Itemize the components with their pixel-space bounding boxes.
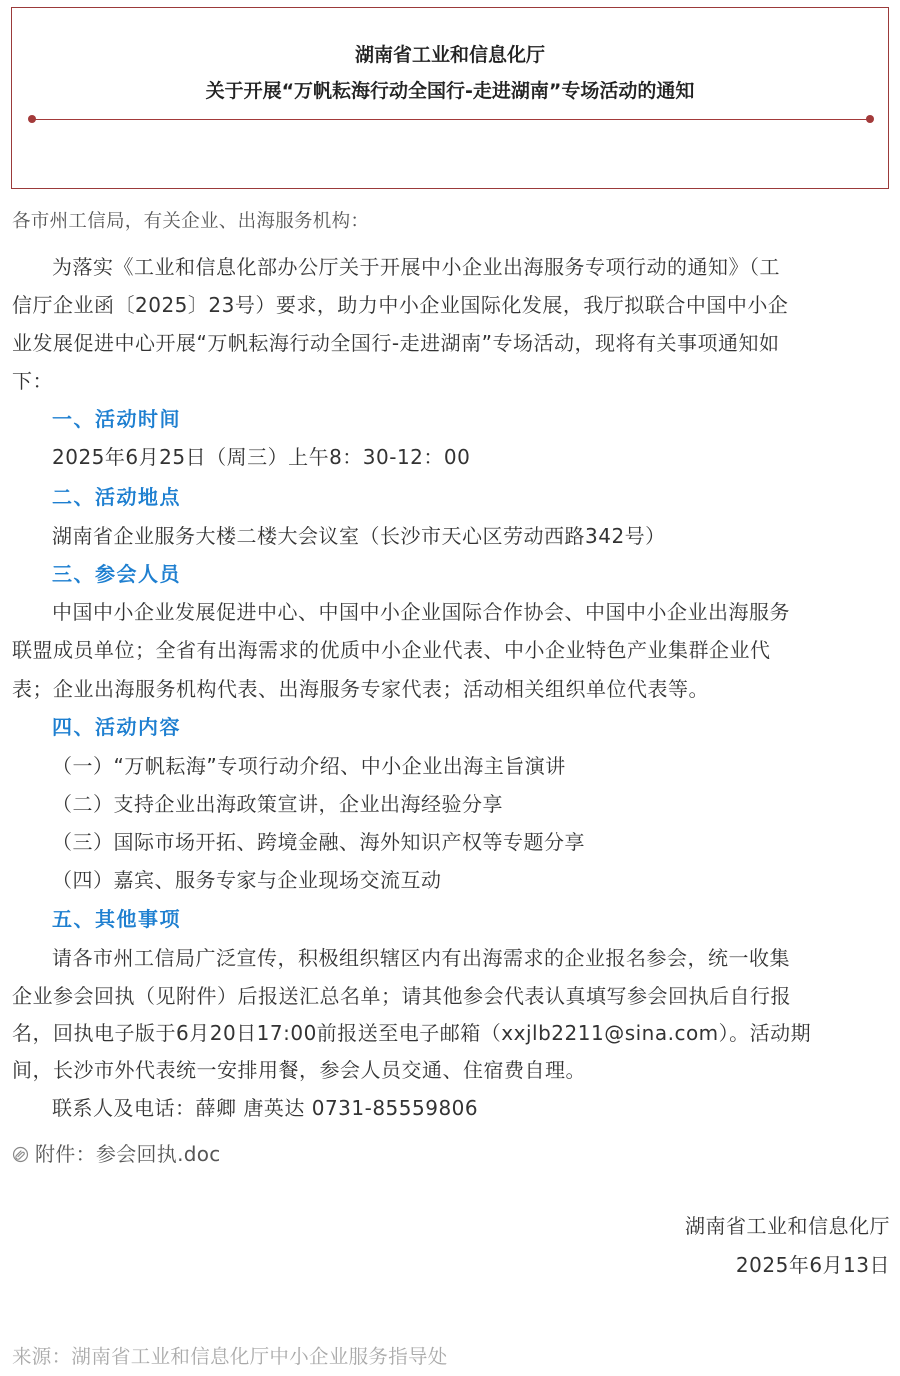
participants-line: 中国中小企业发展促进中心、中国中小企业国际合作协会、中国中小企业出海服务 — [52, 600, 790, 624]
contact-info: 联系人及电话：薛卿 唐英达 0731-85559806 — [52, 1096, 479, 1120]
title-divider — [32, 119, 870, 120]
section-heading-content: 四、活动内容 — [52, 715, 181, 739]
section-heading-time: 一、活动时间 — [52, 407, 181, 431]
section-heading-participants: 三、参会人员 — [52, 562, 181, 586]
issuer-title: 湖南省工业和信息化厅 — [354, 44, 545, 66]
other-line: 企业参会回执（见附件）后报送汇总名单；请其他参会代表认真填写参会回执后自行报 — [12, 984, 791, 1008]
attachment-link[interactable] — [12, 1135, 892, 1173]
content-item: （二）支持企业出海政策宣讲，企业出海经验分享 — [52, 792, 503, 816]
intro-line: 下： — [12, 369, 53, 393]
divider-dot-right — [866, 115, 874, 123]
content-item: （一）“万帆耘海”专项行动介绍、中小企业出海主旨演讲 — [52, 754, 566, 778]
signature-org: 湖南省工业和信息化厅 — [685, 1214, 890, 1238]
other-line: 请各市州工信局广泛宣传，积极组织辖区内有出海需求的企业报名参会，统一收集 — [52, 946, 790, 970]
participants-line: 联盟成员单位；全省有出海需求的优质中小企业代表、中小企业特色产业集群企业代 — [12, 638, 771, 662]
intro-line: 信厅企业函〔2025〕23号）要求，助力中小企业国际化发展，我厅拟联合中国中小企 — [12, 293, 789, 317]
other-line: 名，回执电子版于6月20日17:00前报送至电子邮箱（xxjlb2211@sina.com）。活动期 — [12, 1021, 812, 1045]
participants-line: 表；企业出海服务机构代表、出海服务专家代表；活动相关组织单位代表等。 — [12, 677, 709, 701]
attachment-label[interactable]: 附件：参会回执.doc — [35, 1142, 221, 1166]
title-frame — [11, 7, 889, 189]
content-item: （四）嘉宾、服务专家与企业现场交流互动 — [52, 868, 442, 892]
other-line: 间，长沙市外代表统一安排用餐，参会人员交通、住宿费自理。 — [12, 1058, 586, 1082]
section-heading-other: 五、其他事项 — [52, 907, 181, 931]
event-place: 湖南省企业服务大楼二楼大会议室（长沙市天心区劳动西路342号） — [52, 524, 666, 548]
content-item: （三）国际市场开拓、跨境金融、海外知识产权等专题分享 — [52, 830, 585, 854]
event-time: 2025年6月25日（周三）上午8：30-12：00 — [52, 445, 471, 469]
salutation: 各市州工信局，有关企业、出海服务机构： — [12, 211, 370, 232]
intro-line: 业发展促进中心开展“万帆耘海行动全国行-走进湖南”专场活动，现将有关事项通知如 — [12, 331, 780, 355]
notice-title: 关于开展“万帆耘海行动全国行-走进湖南”专场活动的通知 — [205, 80, 695, 102]
paperclip-icon — [12, 1146, 29, 1163]
signature-date: 2025年6月13日 — [735, 1253, 890, 1277]
intro-line: 为落实《工业和信息化部办公厅关于开展中小企业出海服务专项行动的通知》（工 — [52, 255, 780, 279]
section-heading-place: 二、活动地点 — [52, 485, 181, 509]
source-note: 来源：湖南省工业和信息化厅中小企业服务指导处 — [12, 1345, 448, 1368]
